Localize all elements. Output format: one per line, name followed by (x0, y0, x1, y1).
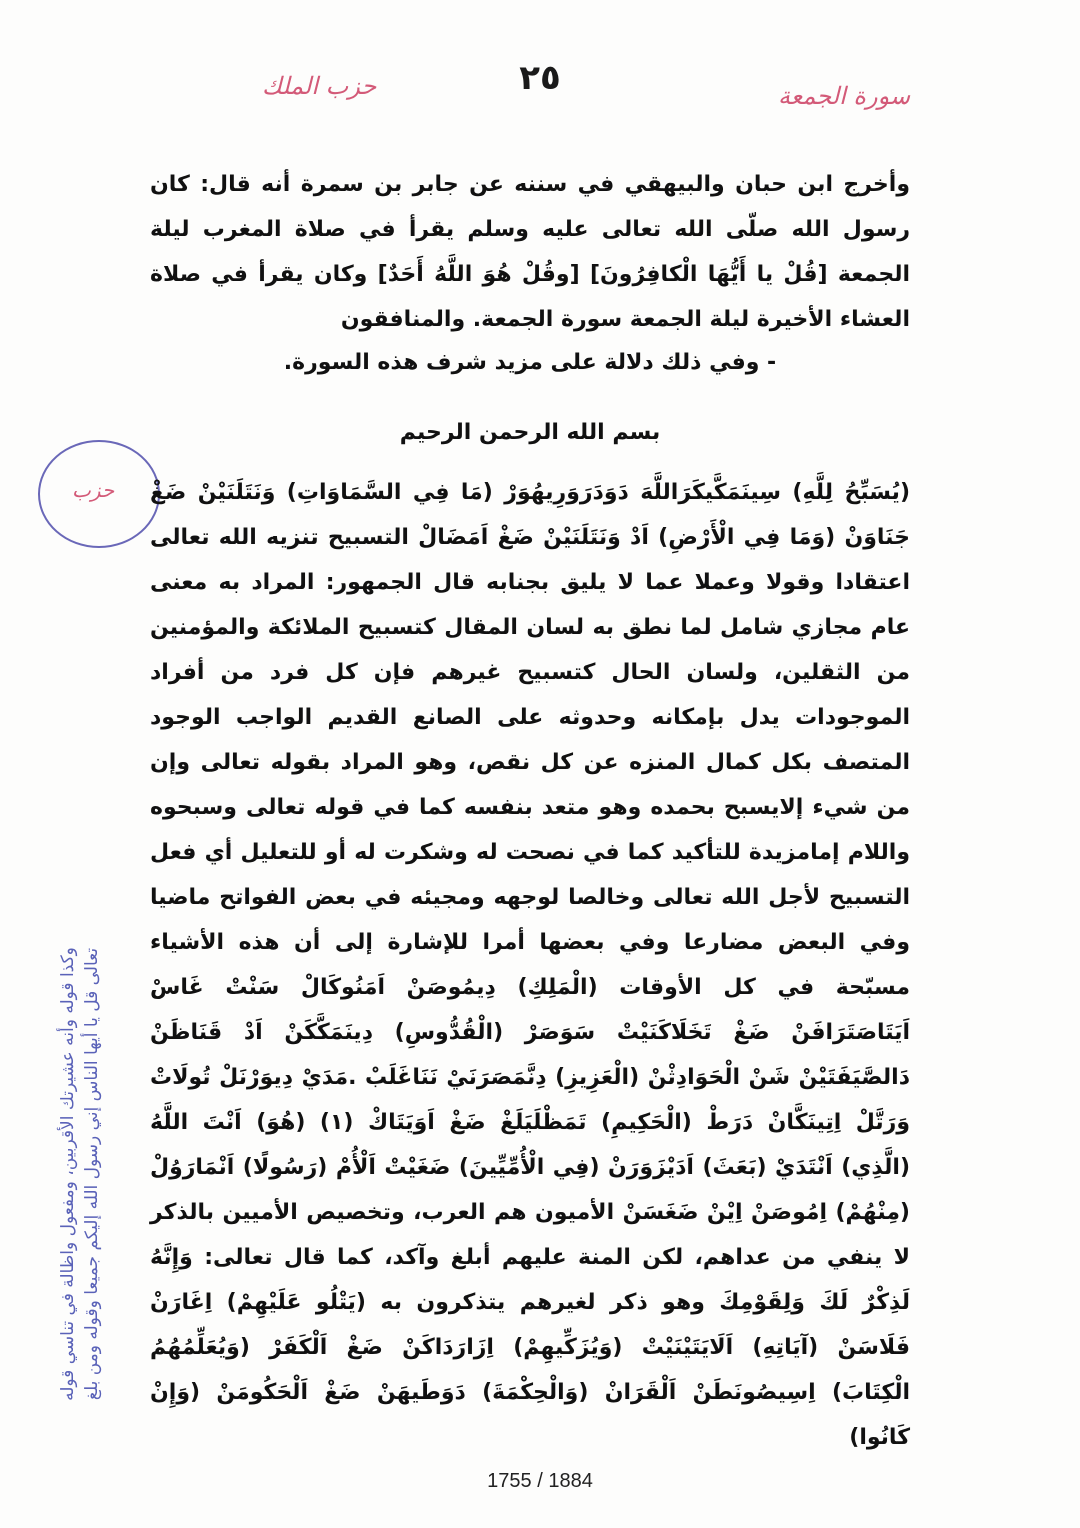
handwritten-annotation-surah: سورة الجمعة (778, 82, 911, 110)
page-number: ٢٥ (519, 58, 561, 98)
note-line: - وفي ذلك دلالة على مزيد شرف هذه السورة. (283, 350, 777, 375)
handwritten-annotation-hizb: حزب الملك (262, 72, 377, 100)
basmala-heading: بسم الله الرحمن الرحيم (399, 420, 661, 445)
paragraph-hadith: وأخرج ابن حبان والبيهقي في سننه عن جابر بن سمرة أنه قال: كان رسول الله صلّى الله تعالى عليه وسلم يقرأ في صلاة المغرب ليلة الجمعة [قُلْ يا أَيُّهَا الْكافِرُونَ] [وقُلْ هُوَ اللَّهُ أَحَدٌ] وكان يقرأ في صلاة العشاء الأخيرة ليلة الجمعة سورة الجمعة. والمنافقون (150, 172, 910, 332)
page-counter: 1755 / 1884 (487, 1470, 593, 1492)
hizb-mark-label: حزب (72, 478, 115, 502)
paragraph-tafsir: (يُسَبِّحُ لِلَّهِ) سِينَمَكَّيكَرَاللَّهَ دَوَدَرَوَرِيهُوَرْ (مَا فِي السَّمَاوَاتِ) وَنَتَلَنَيْنْ ضَغْ جَنَاوَنْ (وَمَا فِي الْأَرْضِ) اَدْ وَنَتَلَنَيْنْ ضَغْ اَمَضَالْ التسبيح تنزيه الله تعالى اعتقادا وقولا وعملا عما لا يليق بجنابه قال الجمهور: المراد به معنى عام مجازي شامل لما نطق به لسان المقال كتسبيح الملائكة والمؤمنين من الثقلين، ولسان الحال كتسبيح غيرهم فإن كل فرد من أفراد الموجودات يدل بإمكانه وحدوثه على الصانع القديم الواجب الوجود المتصف بكل كمال المنزه عن كل نقص، وهو المراد بقوله تعالى وإن من شيء إلايسبح بحمده وهو متعد بنفسه كما في قوله تعالى وسبحوه واللام إمامزيدة للتأكيد كما في نصحت له وشكرت له أو للتعليل أي فعل التسبيح لأجل الله تعالى وخالصا لوجهه ومجيئه في بعض الفواتح ماضيا وفي البعض مضارعا وفي بعضها أمرا للإشارة إلى أن هذه الأشياء مسبّحة في كل الأوقات (الْمَلِكِ) دِيمُوصَنْ اَمَنُوكَالْ سَنْتْ غَاسْ اَيَتَاصَتَرَافَنْ ضَغْ تَخَلَاكَنَيْتْ سَوَصَرْ (الْقُدُّوسِ) دِينَمَكَّكَنْ اَدْ قَنَاظَنْ دَالصَّيَفَتَيْنْ شَنْ الْحَوَادِثْنْ (الْعَزِيزِ) دِنَّمَصَرَنَيْ نَنَاغَلَبْ .مَدَيْ دِيوَرْنَلْ تُولَاتْ وَرَتَّلْ اِتِينَكَّانْ دَرَطْ (الْحَكِيمِ) تَمَظْلَيَلَغْ ضَغْ اَوَيَتَاكْ (١) (هُوَ) اَنْتَ اللَّهُ (الَّذِي) اَنْتَدَيْ (بَعَثَ) اَدَيْزَوَرَنْ (فِي الْأُمِّيِّينَ) ضَغَيْتْ اَلْأُمْ (رَسُولًا) اَنْمَارَوُلْ (مِنْهُمْ) اِمُوصَنْ اِيْنْ ضَغَسَنْ الأميون هم العرب، وتخصيص الأميين بالذكر لا ينفي من عداهم، لكن المنة عليهم أبلغ وآكد، كما قال تعالى: وَإِنَّهُ لَذِكْرٌ لَكَ وَلِقَوْمِكَ وهو ذكر لغيرهم يتذكرون به (يَتْلُو عَلَيْهِمْ) اِغَارَنْ فَلَاسَنْ (آيَاتِهِ) اَلَايَتَيْنَيْتْ (وَيُزَكِّيهِمْ) اِزَارَدَاكَنْ ضَغْ اَلْكَفَرْ (وَيُعَلِّمُهُمُ الْكِتَابَ) اِسِيصُونَطَنْ اَلْقَرَانْ (وَالْحِكْمَةَ) دَوَطَيهَنْ ضَغْ اَلْحَكُومَنْ (وَإِنْ كَانُوا) (150, 480, 910, 1450)
handwritten-margin-note: وكذا قوله وأنه عشيرتك الأقربين، ومفعول واظالة في تناسي قوله تعالى قل يا أيها الناس إني رسول الله إليكم جميعا وقوله ومن بلغ (58, 947, 102, 1401)
